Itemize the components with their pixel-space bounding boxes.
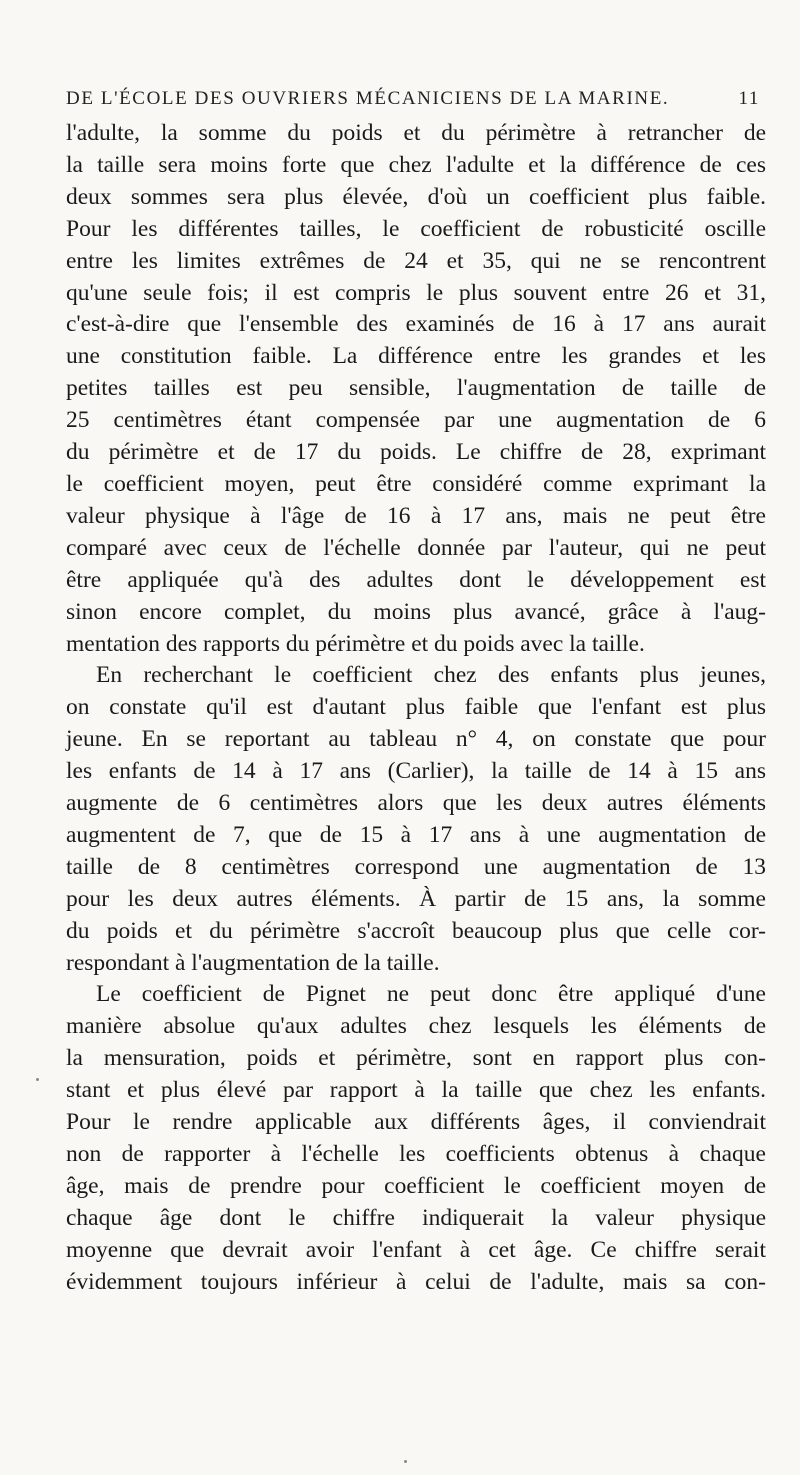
- text-line: c'est-à-dire que l'ensemble des examinés de 16 à 17 ans aurait: [66, 311, 766, 338]
- paragraph-2: [66, 660, 766, 979]
- text-line: la mensuration, poids et périmètre, sont en rapport plus con-: [66, 1045, 766, 1072]
- text-line: En recherchant le coefficient chez des enfants plus jeunes,: [96, 662, 766, 689]
- text-line: Le coefficient de Pignet ne peut donc être appliqué d'une: [96, 981, 766, 1008]
- text-line: deux sommes sera plus élevée, d'où un coefficient plus faible.: [66, 183, 766, 210]
- text-line: âge, mais de prendre pour coefficient le coefficient moyen de: [66, 1172, 766, 1199]
- margin-speck: [36, 1078, 39, 1081]
- text-line: valeur physique à l'âge de 16 à 17 ans, mais ne peut être: [66, 502, 766, 529]
- paragraph-1: [66, 118, 766, 660]
- text-line: augmente de 6 centimètres alors que les deux autres éléments: [66, 790, 766, 817]
- text-line: une constitution faible. La différence entre les grandes et les: [66, 343, 766, 370]
- text-line: taille de 8 centimètres correspond une augmentation de 13: [66, 853, 766, 880]
- text-line: chaque âge dont le chiffre indiquerait la valeur physique: [66, 1204, 766, 1231]
- text-line: pour les deux autres éléments. À partir de 15 ans, la somme: [66, 885, 766, 912]
- text-line: stant et plus élevé par rapport à la taille que chez les enfants.: [66, 1077, 766, 1104]
- text-line: respondant à l'augmentation de la taille.: [66, 949, 440, 976]
- page-number: 11: [738, 88, 760, 109]
- text-line: le coefficient moyen, peut être considéré comme exprimant la: [66, 470, 766, 497]
- text-line: entre les limites extrêmes de 24 et 35, qui ne se rencontrent: [66, 247, 766, 274]
- body-text: [66, 118, 766, 1299]
- text-line: manière absolue qu'aux adultes chez lesquels les éléments de: [66, 1013, 766, 1040]
- text-line: qu'une seule fois; il est compris le plus souvent entre 26 et 31,: [66, 279, 766, 306]
- running-header: [66, 88, 760, 116]
- paragraph-3: [66, 979, 766, 1298]
- text-line: du périmètre et de 17 du poids. Le chiffre de 28, exprimant: [66, 439, 766, 466]
- text-line: sinon encore complet, du moins plus avancé, grâce à l'aug-: [66, 598, 766, 625]
- text-line: moyenne que devrait avoir l'enfant à cet âge. Ce chiffre serait: [66, 1236, 766, 1263]
- text-line: Pour les différentes tailles, le coefficient de robusticité oscille: [66, 215, 766, 242]
- text-line: on constate qu'il est d'autant plus faible que l'enfant est plus: [66, 694, 766, 721]
- text-line: mentation des rapports du périmètre et du poids avec la taille.: [66, 630, 645, 657]
- running-header-title: DE L'ÉCOLE DES OUVRIERS MÉCANICIENS DE LA MARINE.: [66, 88, 670, 109]
- text-line: comparé avec ceux de l'échelle donnée par l'auteur, qui ne peut: [66, 534, 766, 561]
- text-line: Pour le rendre applicable aux différents âges, il conviendrait: [66, 1109, 766, 1136]
- text-line: du poids et du périmètre s'accroît beaucoup plus que celle cor-: [66, 917, 766, 944]
- text-line: petites tailles est peu sensible, l'augmentation de taille de: [66, 375, 766, 402]
- text-line: évidemment toujours inférieur à celui de l'adulte, mais sa con-: [66, 1268, 766, 1295]
- text-line: jeune. En se reportant au tableau n° 4, on constate que pour: [66, 726, 766, 753]
- text-line: l'adulte, la somme du poids et du périmètre à retrancher de: [66, 120, 766, 146]
- margin-speck: [404, 1460, 407, 1463]
- text-line: augmentent de 7, que de 15 à 17 ans à une augmentation de: [66, 821, 766, 848]
- text-line: 25 centimètres étant compensée par une augmentation de 6: [66, 407, 766, 434]
- text-line: les enfants de 14 à 17 ans (Carlier), la taille de 14 à 15 ans: [66, 758, 766, 785]
- text-line: la taille sera moins forte que chez l'adulte et la différence de ces: [66, 151, 766, 178]
- text-line: être appliquée qu'à des adultes dont le développement est: [66, 566, 766, 593]
- text-line: non de rapporter à l'échelle les coefficients obtenus à chaque: [66, 1141, 766, 1167]
